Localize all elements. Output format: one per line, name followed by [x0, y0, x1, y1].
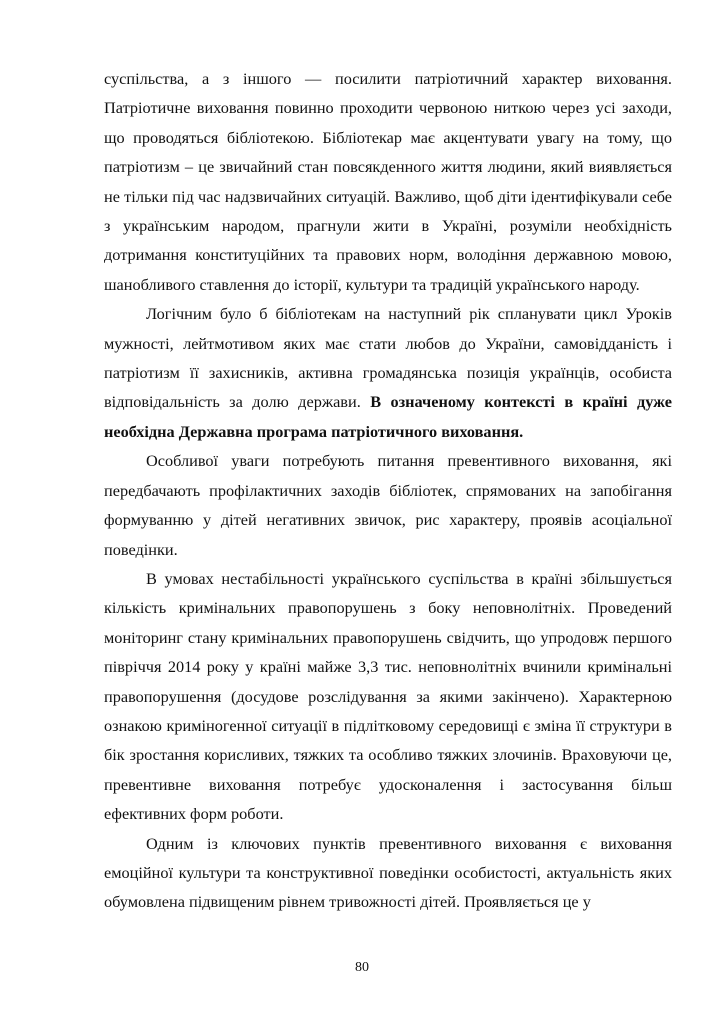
page-body [104, 64, 672, 917]
page-number: 80 [355, 960, 369, 975]
paragraph-preventive-education [104, 446, 672, 564]
paragraph-text: Логічним було б бібліотекам на наступний рік спланувати цикл Уроків мужності, лейтмотивом яких має стати любов до України, самовідданість і патріотизм її захисників, активна громадянська позиція українців, особиста відповідальність за долю держави. [104, 304, 672, 412]
paragraph-emotional-culture [104, 829, 672, 917]
paragraph-text: Одним із ключових пунктів превентивного виховання є виховання емоційної культури та конструктивної поведінки особистості, актуальність яких обумовлена підвищеним рівнем тривожності дітей. Проявляється це у [104, 833, 672, 912]
paragraph-lessons-of-courage [104, 299, 672, 446]
paragraph-text: Особливої уваги потребують питання превентивного виховання, які передбачають профілактичних заходів бібліотек, спрямованих на запобігання формуванню у дітей негативних звичок, рис характеру, проявів асоціальної поведінки. [104, 451, 672, 559]
paragraph-juvenile-offences [104, 564, 672, 829]
paragraph-text: В умовах нестабільності українського суспільства в країні збільшується кількість кримінальних правопорушень з боку неповнолітніх. Проведений моніторинг стану кримінальних правопорушень свідчить, що упродовж першого півріччя 2014 року у країні майже 3,3 тис. неповнолітніх вчинили кримінальні правопорушення (досудове розслідування за якими закінчено). Характерною ознакою криміногенної ситуації в підлітковому середовищі є зміна її структури в бік зростання корисливих, тяжких та особливо тяжких злочинів. Враховуючи це, превентивне виховання потребує удосконалення і застосування більш ефективних форм роботи. [104, 568, 672, 824]
paragraph-continuation [104, 64, 672, 299]
emphasized-statement: В означеному контексті в країні дуже необхідна Державна програма патріотичного виховання. [104, 392, 672, 441]
paragraph-text: суспільства, а з іншого — посилити патріотичний характер виховання. Патріотичне виховання повинно проходити червоною ниткою через усі заходи, що проводяться бібліотекою. Бібліотекар має акцентувати увагу на тому, що патріотизм – це звичайний стан повсякденного життя людини, який виявляється не тільки під час надзвичайних ситуацій. Важливо, щоб діти ідентифікували себе з українським народом, прагнули жити в Україні, розуміли необхідність дотримання конституційних та правових норм, володіння державною мовою, шанобливого ставлення до історії, культури та традицій українського народу. [104, 69, 672, 294]
